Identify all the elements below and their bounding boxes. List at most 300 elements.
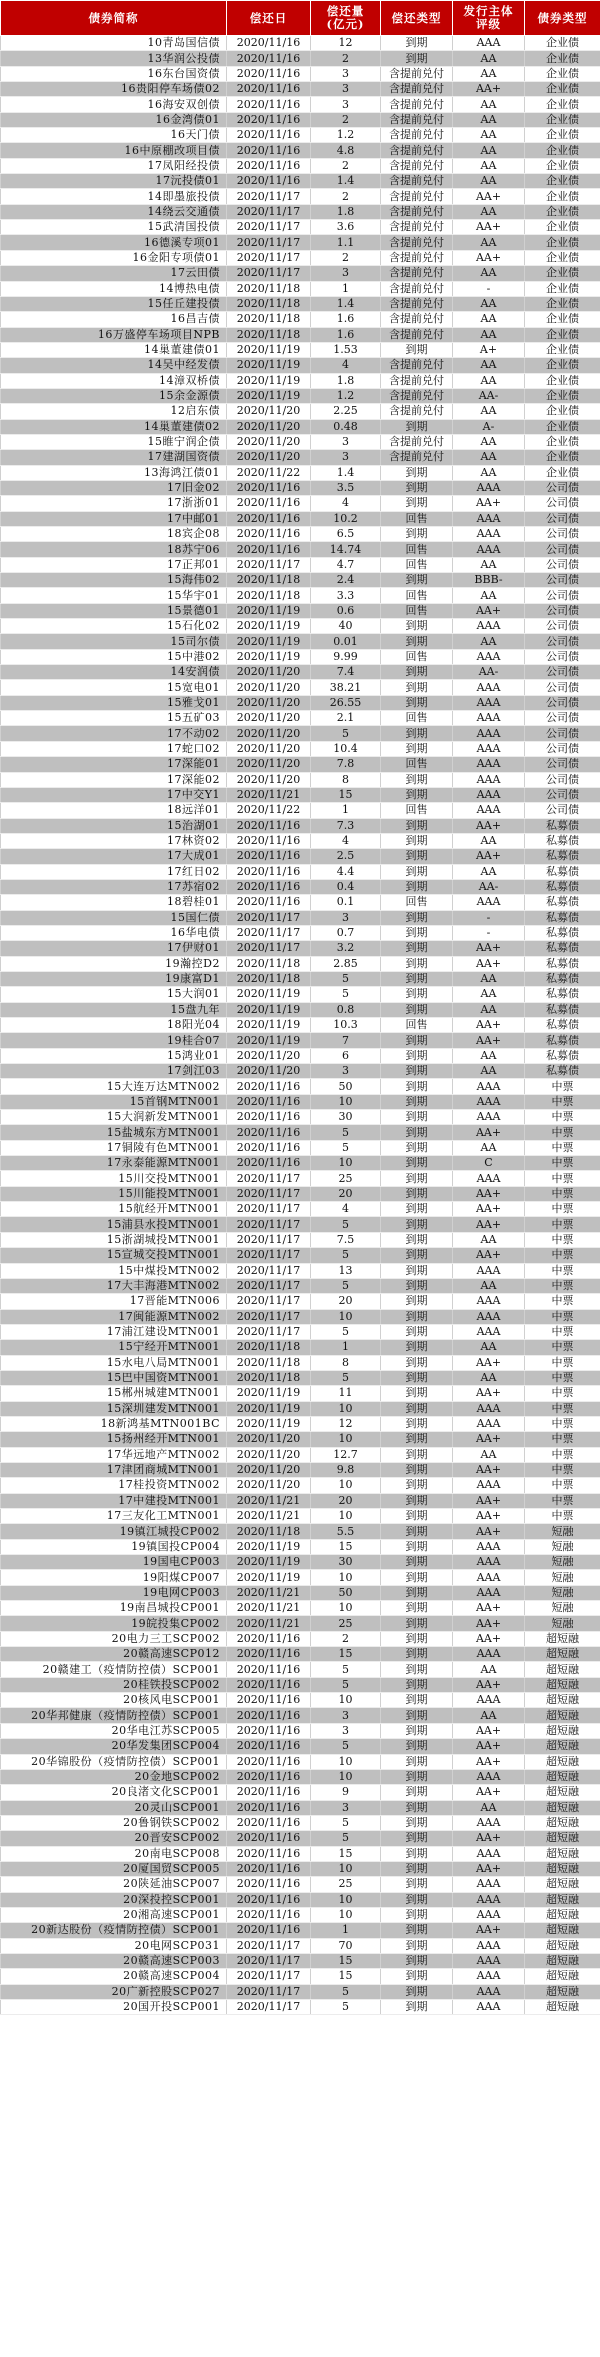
bond-name-cell: 15浦县水投MTN001: [1, 1217, 227, 1232]
bond-name-cell: 15川能投MTN001: [1, 1186, 227, 1201]
repay-amount-cell: 5: [311, 2000, 381, 2015]
table-row: [1, 235, 600, 250]
repay-amount-cell: 50: [311, 1585, 381, 1600]
repay-type-cell: 到期: [381, 36, 453, 51]
repay-date-cell: 2020/11/16: [227, 1907, 311, 1922]
bond-name-cell: 19康富D1: [1, 971, 227, 986]
table-row: [1, 1739, 600, 1754]
table-row: [1, 1278, 600, 1293]
bond-name-cell: 19镇江城投CP002: [1, 1524, 227, 1539]
repay-type-cell: 到期: [381, 833, 453, 848]
bond-name-cell: 15五矿03: [1, 711, 227, 726]
bond-name-cell: 19镇国投CP004: [1, 1539, 227, 1554]
bond-name-cell: 15首钢MTN001: [1, 1094, 227, 1109]
repay-amount-cell: 5: [311, 1140, 381, 1155]
repay-date-cell: 2020/11/19: [227, 358, 311, 373]
repay-amount-cell: 3.2: [311, 941, 381, 956]
repay-amount-cell: 7.4: [311, 665, 381, 680]
repay-type-cell: 到期: [381, 1524, 453, 1539]
bond-name-cell: 15宽电01: [1, 680, 227, 695]
table-row: [1, 97, 600, 112]
repay-type-cell: 到期: [381, 665, 453, 680]
issuer-rating-cell: AA+: [453, 1677, 525, 1692]
bond-name-cell: 16昌吉债: [1, 312, 227, 327]
table-row: [1, 1232, 600, 1247]
repay-type-cell: 到期: [381, 1662, 453, 1677]
table-row: [1, 419, 600, 434]
repay-amount-cell: 2: [311, 189, 381, 204]
table-row: [1, 1585, 600, 1600]
repay-type-cell: 到期: [381, 1555, 453, 1570]
table-row: [1, 1662, 600, 1677]
repay-date-cell: 2020/11/20: [227, 1447, 311, 1462]
bond-type-cell: 公司债: [525, 649, 600, 664]
issuer-rating-cell: AAA: [453, 1570, 525, 1585]
repay-type-cell: 含提前兑付: [381, 112, 453, 127]
issuer-rating-cell: AA: [453, 1048, 525, 1063]
issuer-rating-cell: AAA: [453, 1263, 525, 1278]
bond-name-cell: 17不动02: [1, 726, 227, 741]
bond-name-cell: 16金阳专项债01: [1, 250, 227, 265]
repay-type-cell: 回售: [381, 603, 453, 618]
repay-date-cell: 2020/11/21: [227, 1601, 311, 1616]
issuer-rating-cell: AA-: [453, 388, 525, 403]
repay-date-cell: 2020/11/16: [227, 82, 311, 97]
issuer-rating-cell: AA+: [453, 1923, 525, 1938]
bond-name-cell: 19阳煤CP007: [1, 1570, 227, 1585]
bond-name-cell: 20深投控SCP001: [1, 1892, 227, 1907]
repay-type-cell: 到期: [381, 818, 453, 833]
repay-type-cell: 回售: [381, 542, 453, 557]
bond-type-cell: 中票: [525, 1263, 600, 1278]
repay-amount-cell: 25: [311, 1171, 381, 1186]
repay-type-cell: 到期: [381, 1831, 453, 1846]
table-row: [1, 1294, 600, 1309]
repay-date-cell: 2020/11/16: [227, 97, 311, 112]
bond-name-cell: 16德溪专项01: [1, 235, 227, 250]
repay-type-cell: 含提前兑付: [381, 373, 453, 388]
bond-type-cell: 企业债: [525, 158, 600, 173]
repay-date-cell: 2020/11/16: [227, 1892, 311, 1907]
repay-type-cell: 回售: [381, 803, 453, 818]
bond-name-cell: 14巢董建债02: [1, 419, 227, 434]
repay-date-cell: 2020/11/18: [227, 1370, 311, 1385]
repay-date-cell: 2020/11/17: [227, 925, 311, 940]
repay-amount-cell: 3: [311, 910, 381, 925]
table-row: [1, 879, 600, 894]
issuer-rating-cell: AAA: [453, 619, 525, 634]
repay-amount-cell: 15: [311, 787, 381, 802]
table-row: [1, 1309, 600, 1324]
repay-date-cell: 2020/11/16: [227, 1754, 311, 1769]
repay-date-cell: 2020/11/16: [227, 1739, 311, 1754]
issuer-rating-cell: -: [453, 910, 525, 925]
repay-type-cell: 含提前兑付: [381, 82, 453, 97]
repay-amount-cell: 4: [311, 496, 381, 511]
table-row: [1, 1785, 600, 1800]
table-row: [1, 1064, 600, 1079]
repay-amount-cell: 1: [311, 281, 381, 296]
repay-date-cell: 2020/11/16: [227, 112, 311, 127]
table-row: [1, 1324, 600, 1339]
issuer-rating-cell: AAA: [453, 695, 525, 710]
bond-type-cell: 私募债: [525, 1048, 600, 1063]
bond-type-cell: 中票: [525, 1294, 600, 1309]
table-row: [1, 174, 600, 189]
bond-name-cell: 15大连万达MTN002: [1, 1079, 227, 1094]
bond-name-cell: 20华锦股份（疫情防控债）SCP001: [1, 1754, 227, 1769]
repay-amount-cell: 20: [311, 1493, 381, 1508]
bond-type-cell: 短融: [525, 1524, 600, 1539]
bond-name-cell: 16金湾债01: [1, 112, 227, 127]
bond-name-cell: 15宣城交投MTN001: [1, 1248, 227, 1263]
bond-type-cell: 公司债: [525, 772, 600, 787]
repay-date-cell: 2020/11/20: [227, 1478, 311, 1493]
repay-date-cell: 2020/11/16: [227, 1140, 311, 1155]
repay-type-cell: 含提前兑付: [381, 434, 453, 449]
repay-date-cell: 2020/11/16: [227, 158, 311, 173]
repay-date-cell: 2020/11/16: [227, 1079, 311, 1094]
bond-name-cell: 20赣高速SCP004: [1, 1969, 227, 1984]
bond-type-cell: 企业债: [525, 128, 600, 143]
repay-type-cell: 回售: [381, 757, 453, 772]
bond-name-cell: 20华发集团SCP004: [1, 1739, 227, 1754]
bond-name-cell: 18新鸿基MTN001BC: [1, 1416, 227, 1431]
issuer-rating-cell: AA: [453, 1002, 525, 1017]
repay-amount-cell: 15: [311, 1539, 381, 1554]
issuer-rating-cell: AA: [453, 66, 525, 81]
repay-type-cell: 到期: [381, 1754, 453, 1769]
repay-amount-cell: 10: [311, 1769, 381, 1784]
bond-name-cell: 20晋安SCP002: [1, 1831, 227, 1846]
repay-date-cell: 2020/11/20: [227, 711, 311, 726]
repay-type-cell: 到期: [381, 1217, 453, 1232]
bond-name-cell: 20华邦健康（疫情防控债）SCP001: [1, 1708, 227, 1723]
repay-date-cell: 2020/11/18: [227, 573, 311, 588]
bond-name-cell: 15浙湖城投MTN001: [1, 1232, 227, 1247]
repay-amount-cell: 10: [311, 1754, 381, 1769]
repay-amount-cell: 9.8: [311, 1462, 381, 1477]
bond-name-cell: 18阳光04: [1, 1018, 227, 1033]
bond-name-cell: 18苏宁06: [1, 542, 227, 557]
bond-type-cell: 超短融: [525, 1831, 600, 1846]
table-row: [1, 434, 600, 449]
repay-date-cell: 2020/11/16: [227, 1723, 311, 1738]
table-row: [1, 342, 600, 357]
issuer-rating-cell: AA: [453, 158, 525, 173]
repay-type-cell: 回售: [381, 649, 453, 664]
table-row: [1, 1693, 600, 1708]
issuer-rating-cell: AA: [453, 465, 525, 480]
bond-type-cell: 公司债: [525, 741, 600, 756]
bond-type-cell: 超短融: [525, 1693, 600, 1708]
table-row: [1, 803, 600, 818]
repay-amount-cell: 13: [311, 1263, 381, 1278]
repay-type-cell: 到期: [381, 619, 453, 634]
repay-type-cell: 到期: [381, 1785, 453, 1800]
bond-name-cell: 15川交投MTN001: [1, 1171, 227, 1186]
bond-name-cell: 15大润新发MTN001: [1, 1110, 227, 1125]
bond-name-cell: 17大丰海港MTN002: [1, 1278, 227, 1293]
repay-type-cell: 到期: [381, 1401, 453, 1416]
table-row: [1, 1509, 600, 1524]
bond-type-cell: 公司债: [525, 619, 600, 634]
table-row: [1, 1202, 600, 1217]
bond-type-cell: 公司债: [525, 680, 600, 695]
repay-amount-cell: 5: [311, 1217, 381, 1232]
issuer-rating-cell: AAA: [453, 527, 525, 542]
repay-type-cell: 到期: [381, 1647, 453, 1662]
table-row: [1, 1125, 600, 1140]
repay-date-cell: 2020/11/16: [227, 895, 311, 910]
bond-type-cell: 超短融: [525, 1877, 600, 1892]
bond-type-cell: 公司债: [525, 757, 600, 772]
bond-name-cell: 17三友化工MTN001: [1, 1509, 227, 1524]
repay-type-cell: 到期: [381, 496, 453, 511]
repay-date-cell: 2020/11/16: [227, 542, 311, 557]
header-bond-name: 债券简称: [1, 1, 227, 36]
repay-type-cell: 到期: [381, 419, 453, 434]
repay-type-cell: 到期: [381, 1171, 453, 1186]
issuer-rating-cell: AAA: [453, 1647, 525, 1662]
table-row: [1, 849, 600, 864]
repay-date-cell: 2020/11/21: [227, 1616, 311, 1631]
issuer-rating-cell: AA: [453, 864, 525, 879]
repay-date-cell: 2020/11/16: [227, 480, 311, 495]
issuer-rating-cell: AA: [453, 971, 525, 986]
bond-name-cell: 16东台国资债: [1, 66, 227, 81]
repay-type-cell: 到期: [381, 1110, 453, 1125]
bond-type-cell: 公司债: [525, 634, 600, 649]
repay-type-cell: 到期: [381, 1723, 453, 1738]
table-row: [1, 1048, 600, 1063]
repay-date-cell: 2020/11/16: [227, 1815, 311, 1830]
issuer-rating-cell: AA: [453, 1140, 525, 1155]
bond-name-cell: 14漳双桥债: [1, 373, 227, 388]
bond-type-cell: 超短融: [525, 1846, 600, 1861]
table-row: [1, 82, 600, 97]
repay-amount-cell: 3: [311, 1708, 381, 1723]
repay-date-cell: 2020/11/20: [227, 434, 311, 449]
issuer-rating-cell: AA+: [453, 1861, 525, 1876]
bond-name-cell: 20湘高速SCP001: [1, 1907, 227, 1922]
issuer-rating-cell: AAA: [453, 1555, 525, 1570]
repay-type-cell: 到期: [381, 1048, 453, 1063]
issuer-rating-cell: AA+: [453, 818, 525, 833]
bond-type-cell: 企业债: [525, 373, 600, 388]
repay-date-cell: 2020/11/16: [227, 511, 311, 526]
repay-amount-cell: 10: [311, 1693, 381, 1708]
bond-type-cell: 公司债: [525, 603, 600, 618]
table-row: [1, 1110, 600, 1125]
repay-date-cell: 2020/11/17: [227, 1984, 311, 1999]
repay-amount-cell: 5: [311, 1662, 381, 1677]
issuer-rating-cell: AA: [453, 1232, 525, 1247]
repay-date-cell: 2020/11/16: [227, 1831, 311, 1846]
table-row: [1, 588, 600, 603]
issuer-rating-cell: AAA: [453, 1110, 525, 1125]
repay-type-cell: 到期: [381, 342, 453, 357]
issuer-rating-cell: AAA: [453, 480, 525, 495]
repay-date-cell: 2020/11/20: [227, 680, 311, 695]
bond-type-cell: 企业债: [525, 358, 600, 373]
table-row: [1, 1248, 600, 1263]
issuer-rating-cell: AAA: [453, 1693, 525, 1708]
bond-name-cell: 18远洋01: [1, 803, 227, 818]
table-row: [1, 619, 600, 634]
repay-date-cell: 2020/11/16: [227, 864, 311, 879]
repay-amount-cell: 0.7: [311, 925, 381, 940]
repay-date-cell: 2020/11/16: [227, 879, 311, 894]
repay-amount-cell: 3: [311, 434, 381, 449]
repay-date-cell: 2020/11/17: [227, 1248, 311, 1263]
bond-name-cell: 17剑江03: [1, 1064, 227, 1079]
repay-date-cell: 2020/11/18: [227, 956, 311, 971]
bond-name-cell: 17伊财01: [1, 941, 227, 956]
bond-name-cell: 15国仁债: [1, 910, 227, 925]
repay-type-cell: 到期: [381, 1739, 453, 1754]
repay-type-cell: 到期: [381, 1416, 453, 1431]
table-row: [1, 1186, 600, 1201]
repay-type-cell: 到期: [381, 1064, 453, 1079]
bond-type-cell: 中票: [525, 1493, 600, 1508]
bond-type-cell: 超短融: [525, 2000, 600, 2015]
bond-type-cell: 超短融: [525, 1647, 600, 1662]
bond-name-cell: 17大成01: [1, 849, 227, 864]
repay-date-cell: 2020/11/16: [227, 66, 311, 81]
table-row: [1, 542, 600, 557]
header-bond-type: 债券类型: [525, 1, 600, 36]
repay-amount-cell: 40: [311, 619, 381, 634]
issuer-rating-cell: AAA: [453, 1815, 525, 1830]
bond-type-cell: 超短融: [525, 1861, 600, 1876]
table-row: [1, 1140, 600, 1155]
bond-name-cell: 20赣高速SCP003: [1, 1953, 227, 1968]
repay-type-cell: 到期: [381, 1953, 453, 1968]
bond-name-cell: 20厦国贸SCP005: [1, 1861, 227, 1876]
bond-name-cell: 15宁经开MTN001: [1, 1340, 227, 1355]
bond-type-cell: 私募债: [525, 1002, 600, 1017]
issuer-rating-cell: -: [453, 925, 525, 940]
repay-type-cell: 到期: [381, 971, 453, 986]
bond-type-cell: 私募债: [525, 1064, 600, 1079]
repay-amount-cell: 2.5: [311, 849, 381, 864]
issuer-rating-cell: AA+: [453, 1033, 525, 1048]
repay-amount-cell: 5: [311, 987, 381, 1002]
bond-name-cell: 15石化02: [1, 619, 227, 634]
repay-date-cell: 2020/11/16: [227, 1125, 311, 1140]
bond-type-cell: 企业债: [525, 174, 600, 189]
repay-type-cell: 到期: [381, 1616, 453, 1631]
issuer-rating-cell: AA+: [453, 1785, 525, 1800]
bond-type-cell: 私募债: [525, 1033, 600, 1048]
repay-amount-cell: 0.6: [311, 603, 381, 618]
repay-type-cell: 到期: [381, 1094, 453, 1109]
table-row: [1, 971, 600, 986]
repay-type-cell: 到期: [381, 1033, 453, 1048]
repay-type-cell: 含提前兑付: [381, 204, 453, 219]
repay-amount-cell: 25: [311, 1877, 381, 1892]
repay-type-cell: 到期: [381, 480, 453, 495]
bond-name-cell: 12启东债: [1, 404, 227, 419]
bond-name-cell: 16万盛停车场项目NPB: [1, 327, 227, 342]
repay-amount-cell: 4.7: [311, 557, 381, 572]
repay-date-cell: 2020/11/19: [227, 373, 311, 388]
bond-type-cell: 企业债: [525, 250, 600, 265]
bond-type-cell: 企业债: [525, 266, 600, 281]
bond-type-cell: 中票: [525, 1478, 600, 1493]
repay-amount-cell: 14.74: [311, 542, 381, 557]
table-row: [1, 1171, 600, 1186]
repay-amount-cell: 5: [311, 1125, 381, 1140]
bond-name-cell: 17旧金02: [1, 480, 227, 495]
table-row: [1, 1831, 600, 1846]
repay-type-cell: 含提前兑付: [381, 97, 453, 112]
repay-type-cell: 到期: [381, 695, 453, 710]
repay-date-cell: 2020/11/16: [227, 1769, 311, 1784]
repay-type-cell: 到期: [381, 1248, 453, 1263]
repay-date-cell: 2020/11/17: [227, 1202, 311, 1217]
repay-amount-cell: 10: [311, 1478, 381, 1493]
table-row: [1, 1217, 600, 1232]
bond-type-cell: 中票: [525, 1324, 600, 1339]
repay-type-cell: 到期: [381, 573, 453, 588]
bond-name-cell: 10青岛国信债: [1, 36, 227, 51]
repay-amount-cell: 1: [311, 803, 381, 818]
table-row: [1, 1754, 600, 1769]
repay-type-cell: 到期: [381, 1923, 453, 1938]
header-repay-amount: 偿还量 (亿元): [311, 1, 381, 36]
issuer-rating-cell: AAA: [453, 1539, 525, 1554]
repay-type-cell: 到期: [381, 726, 453, 741]
bond-name-cell: 17林资02: [1, 833, 227, 848]
bond-name-cell: 20赣高速SCP012: [1, 1647, 227, 1662]
issuer-rating-cell: AAA: [453, 1892, 525, 1907]
bond-type-cell: 公司债: [525, 726, 600, 741]
issuer-rating-cell: AAA: [453, 1079, 525, 1094]
table-row: [1, 388, 600, 403]
repay-date-cell: 2020/11/18: [227, 971, 311, 986]
repay-type-cell: 到期: [381, 1386, 453, 1401]
issuer-rating-cell: AA+: [453, 250, 525, 265]
repay-type-cell: 回售: [381, 588, 453, 603]
repay-amount-cell: 4.8: [311, 143, 381, 158]
issuer-rating-cell: AA: [453, 373, 525, 388]
repay-date-cell: 2020/11/16: [227, 818, 311, 833]
issuer-rating-cell: AA: [453, 404, 525, 419]
bond-name-cell: 15司尔债: [1, 634, 227, 649]
repay-type-cell: 含提前兑付: [381, 250, 453, 265]
table-row: [1, 1094, 600, 1109]
bond-name-cell: 20华电江苏SCP005: [1, 1723, 227, 1738]
bond-type-cell: 私募债: [525, 910, 600, 925]
repay-date-cell: 2020/11/19: [227, 1386, 311, 1401]
repay-date-cell: 2020/11/19: [227, 1570, 311, 1585]
issuer-rating-cell: AA+: [453, 1493, 525, 1508]
bond-name-cell: 19南昌城投CP001: [1, 1601, 227, 1616]
repay-type-cell: 到期: [381, 51, 453, 66]
table-row: [1, 1002, 600, 1017]
issuer-rating-cell: AA: [453, 112, 525, 127]
issuer-rating-cell: AA: [453, 1708, 525, 1723]
bond-name-cell: 17华远地产MTN002: [1, 1447, 227, 1462]
table-row: [1, 1079, 600, 1094]
bond-type-cell: 企业债: [525, 388, 600, 403]
issuer-rating-cell: AA: [453, 1278, 525, 1293]
repay-type-cell: 到期: [381, 772, 453, 787]
issuer-rating-cell: AA: [453, 128, 525, 143]
bond-name-cell: 14博热电债: [1, 281, 227, 296]
